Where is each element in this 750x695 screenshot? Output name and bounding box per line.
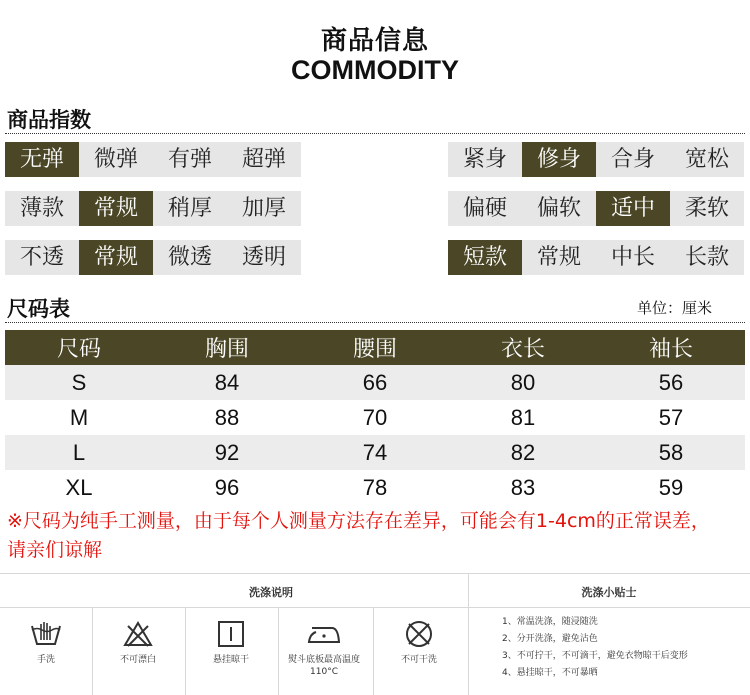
care-tip: 3、不可拧干，不可滴干，避免衣物晾干后变形 [502, 651, 688, 661]
option: 薄款 [5, 191, 79, 226]
option-selected: 短款 [448, 240, 522, 275]
column-header: 胸围 [153, 330, 301, 365]
care-item-no-dry-clean [373, 612, 465, 695]
table-cell: M [69, 404, 89, 430]
option-selected: 适中 [596, 191, 670, 226]
option: 偏硬 [448, 191, 522, 226]
no-dry-clean-label: 不可干洗 [400, 655, 437, 665]
no-bleach-icon [123, 620, 153, 648]
table-cell: 96 [214, 474, 240, 500]
column-header: 腰围 [301, 330, 449, 365]
option-selected: 常规 [79, 191, 153, 226]
option-group-right [448, 191, 744, 226]
hang-dry-label: 悬挂晾干 [212, 655, 249, 665]
iron-label: 熨斗底板最高温度110°C [287, 655, 360, 677]
table-cell: XL [65, 474, 93, 500]
table-cell: 57 [658, 404, 684, 430]
table-cell: 56 [597, 365, 745, 400]
option-selected: 修身 [522, 142, 596, 177]
option: 偏软 [522, 191, 596, 226]
table-cell: 81 [510, 404, 536, 430]
table-row [5, 435, 745, 470]
care-item-hand-wash [0, 612, 92, 695]
table-cell: 84 [153, 365, 301, 400]
column-header: 衣长 [449, 330, 597, 365]
care-item-no-bleach [92, 612, 184, 695]
no-dry-clean-icon [404, 620, 434, 648]
table-cell: 80 [449, 365, 597, 400]
option: 稍厚 [153, 191, 227, 226]
option-selected: 无弹 [5, 142, 79, 177]
size-table [5, 330, 745, 505]
title-en: COMMODITY [291, 55, 459, 85]
care-item-hang-dry [185, 612, 277, 695]
option: 中长 [596, 240, 670, 275]
table-cell: 70 [362, 404, 388, 430]
option: 有弹 [153, 142, 227, 177]
table-cell: 82 [449, 435, 597, 470]
size-section-title: 尺码表 [7, 297, 70, 321]
option: 长款 [670, 240, 744, 275]
unit-label: 单位：厘米 [636, 299, 712, 317]
option: 常规 [522, 240, 596, 275]
table-cell: 74 [301, 435, 449, 470]
care-column-divider [468, 574, 469, 695]
option: 透明 [227, 240, 301, 275]
option: 柔软 [670, 191, 744, 226]
title-cn: 商品信息 [320, 26, 429, 56]
table-cell: 58 [597, 435, 745, 470]
option-selected: 常规 [79, 240, 153, 275]
option-group-right [448, 240, 744, 275]
hand-wash-icon [29, 620, 63, 648]
option: 微弹 [79, 142, 153, 177]
option: 合身 [596, 142, 670, 177]
care-instructions-title: 洗涤说明 [249, 586, 293, 599]
size-table-header [5, 330, 745, 365]
option: 宽松 [670, 142, 744, 177]
care-tip: 2、分开洗涤，避免沾色 [502, 634, 598, 644]
table-row [5, 470, 745, 505]
hang-dry-icon [216, 620, 246, 648]
table-cell: L [5, 435, 153, 470]
care-tip: 1、常温洗涤，随浸随洗 [502, 617, 598, 627]
option-group-left [5, 142, 301, 177]
iron-icon [306, 620, 342, 648]
table-cell: 66 [301, 365, 449, 400]
option: 不透 [5, 240, 79, 275]
column-header: 袖长 [597, 330, 745, 365]
no-bleach-label: 不可漂白 [119, 655, 156, 665]
option: 微透 [153, 240, 227, 275]
table-cell: 88 [214, 404, 240, 430]
care-tip: 4、悬挂晾干，不可暴晒 [502, 668, 598, 678]
table-cell: 78 [362, 474, 388, 500]
hand-wash-label: 手洗 [36, 655, 55, 665]
care-tips-title: 洗涤小贴士 [581, 586, 637, 599]
option: 紧身 [448, 142, 522, 177]
care-tips-list [502, 614, 688, 682]
table-row [5, 400, 745, 435]
table-cell: 83 [510, 474, 536, 500]
table-row [5, 365, 745, 400]
column-header: 尺码 [5, 330, 153, 365]
index-section-title: 商品指数 [7, 108, 91, 132]
size-divider [5, 322, 745, 323]
table-cell: 59 [658, 474, 684, 500]
measurement-note: ※尺码为纯手工测量，由于每个人测量方法存在差异，可能会有1-4cm的正常误差，请亲们谅解 [7, 510, 710, 561]
care-item-iron [278, 612, 370, 695]
table-cell: 92 [153, 435, 301, 470]
table-cell: S [5, 365, 153, 400]
care-divider [0, 607, 750, 608]
option-group-right [448, 142, 744, 177]
care-panel [0, 573, 750, 695]
option: 超弹 [227, 142, 301, 177]
option: 加厚 [227, 191, 301, 226]
index-divider [5, 133, 745, 134]
option-group-left [5, 240, 301, 275]
option-group-left [5, 191, 301, 226]
